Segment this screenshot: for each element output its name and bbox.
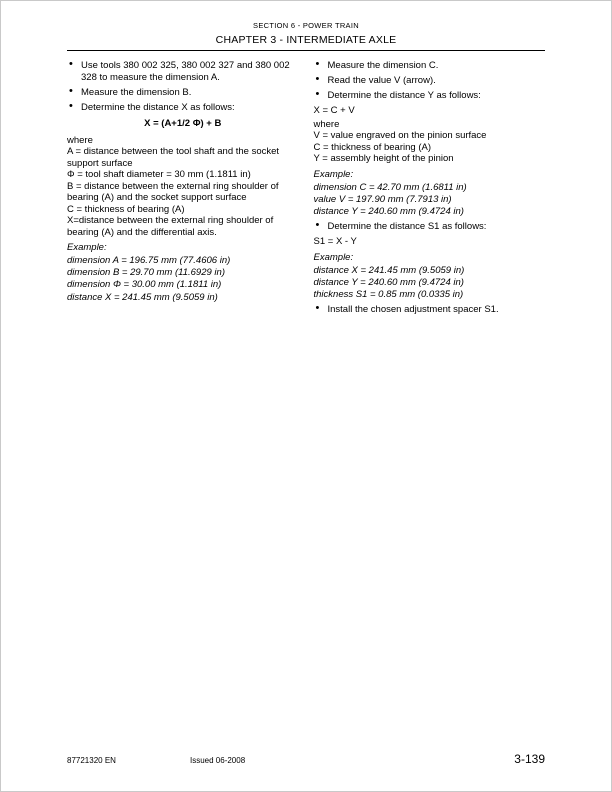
list-item <box>314 60 546 72</box>
example-line: distance X = 241.45 mm (9.5059 in) <box>67 291 218 303</box>
formula-spacer-s1: S1 = X - Y <box>313 236 357 248</box>
definition-line: X=distance between the external ring shoulder of bearing (A) and the differential axis. <box>67 215 274 238</box>
example-block <box>314 182 546 219</box>
example-line: distance Y = 240.60 mm (9.4724 in) <box>313 276 464 288</box>
list-item <box>314 221 546 233</box>
bullet-text: Determine the distance S1 as follows: <box>327 221 487 233</box>
example-line: distance X = 241.45 mm (9.5059 in) <box>313 264 465 276</box>
example-label: Example: <box>67 242 107 253</box>
list-item <box>314 75 546 87</box>
list-item <box>67 102 299 114</box>
content-columns <box>67 60 545 319</box>
bullet-text: Determine the distance Y as follows: <box>327 90 481 101</box>
bullet-text: Determine the distance X as follows: <box>81 101 235 113</box>
definition-line: C = thickness of bearing (A) <box>313 141 431 153</box>
example-line: dimension B = 29.70 mm (11.6929 in) <box>67 267 225 279</box>
example-line: thickness S1 = 0.85 mm (0.0335 in) <box>313 289 464 301</box>
example-block <box>314 265 546 302</box>
definition-line: Φ = tool shaft diameter = 30 mm (1.1811 in) <box>67 169 251 180</box>
definitions-block <box>314 130 546 165</box>
page-footer <box>67 752 545 766</box>
section-title: SECTION 6 - POWER TRAIN <box>253 21 359 30</box>
document-number: 87721320 EN <box>67 756 116 765</box>
example-block <box>67 255 299 304</box>
list-item <box>314 304 546 316</box>
definition-line: B = distance between the external ring shoulder of bearing (A) and the socket support surface <box>67 180 279 203</box>
definition-line: A = distance between the tool shaft and the socket support surface <box>67 146 280 169</box>
formula-distance-x: X = (A+1/2 Φ) + B <box>144 118 222 129</box>
page-header <box>0 0 612 51</box>
formula-distance-y: X = C + V <box>313 105 355 116</box>
bullet-text: Read the value V (arrow). <box>327 75 436 86</box>
definition-line: Y = assembly height of the pinion <box>313 153 454 164</box>
example-line: dimension C = 42.70 mm (1.6811 in) <box>313 181 467 193</box>
page-number: 3-139 <box>514 752 545 766</box>
example-line: distance Y = 240.60 mm (9.4724 in) <box>313 205 464 217</box>
list-item <box>67 87 299 99</box>
list-item <box>67 60 299 83</box>
bullet-text: Measure the dimension C. <box>327 60 439 71</box>
issue-date: Issued 06-2008 <box>190 756 246 765</box>
bullet-text: Use tools 380 002 325, 380 002 327 and 380 002 328 to measure the dimension A. <box>81 60 290 83</box>
bullet-text: Measure the dimension B. <box>81 86 192 98</box>
where-label: where <box>67 134 93 146</box>
example-line: value V = 197.90 mm (7.7913 in) <box>313 193 452 205</box>
list-item <box>314 90 546 102</box>
left-column <box>67 60 299 319</box>
example-label: Example: <box>313 251 354 263</box>
definition-line: V = value engraved on the pinion surface <box>313 130 487 141</box>
example-line: dimension A = 196.75 mm (77.4606 in) <box>67 255 231 266</box>
right-column <box>314 60 546 319</box>
example-line: dimension Φ = 30.00 mm (1.1811 in) <box>67 279 222 291</box>
chapter-title: CHAPTER 3 - INTERMEDIATE AXLE <box>215 34 397 46</box>
example-label: Example: <box>313 168 354 180</box>
bullet-text: Install the chosen adjustment spacer S1. <box>327 304 499 316</box>
definition-line: C = thickness of bearing (A) <box>67 203 185 215</box>
header-divider <box>67 50 545 51</box>
where-label: where <box>313 118 340 130</box>
definitions-block <box>67 146 299 238</box>
